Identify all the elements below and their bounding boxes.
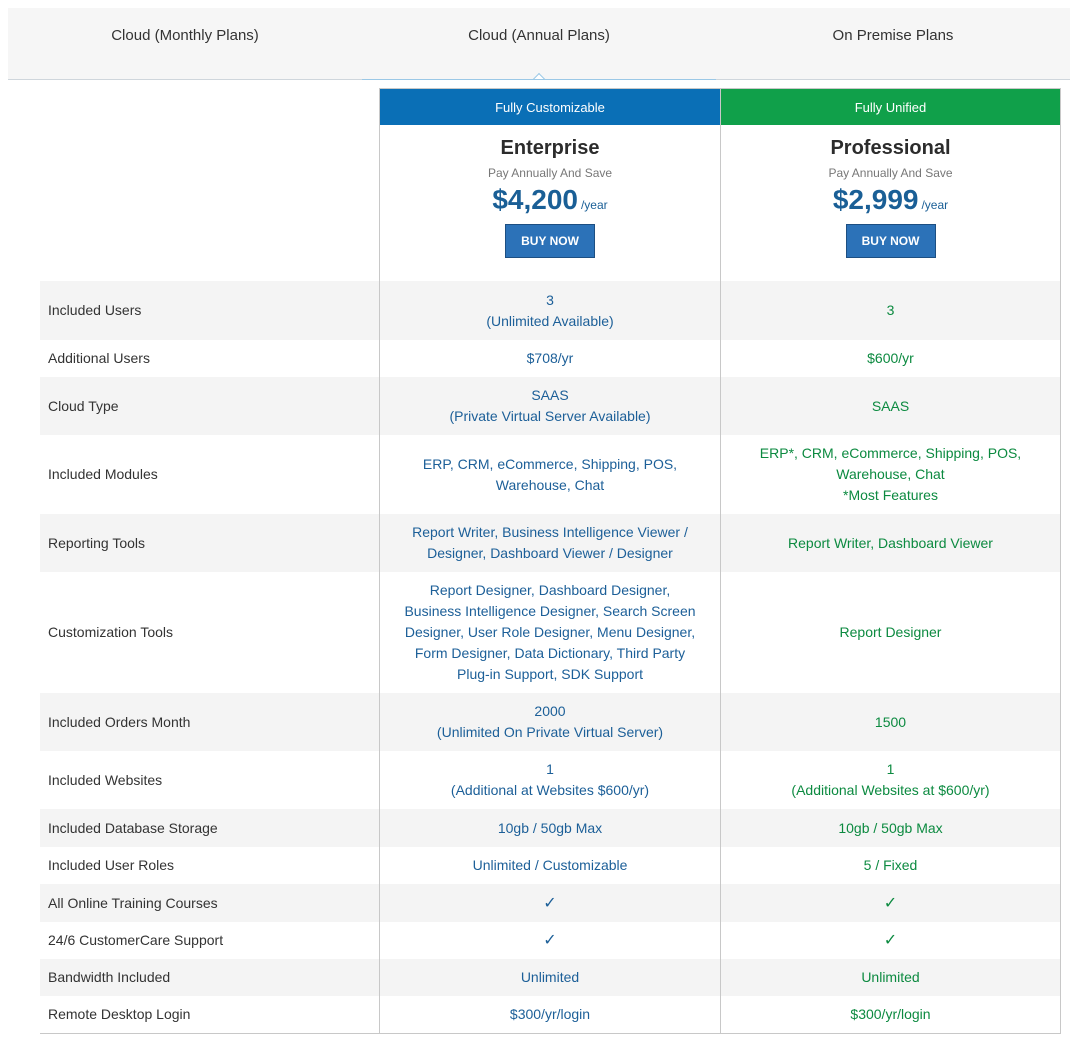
enterprise-price-amount: $4,200 [492,184,578,215]
value-line: Designer, User Role Designer, Menu Designer, [404,624,696,640]
value-line: Report Writer, Business Intelligence Viewer / [412,524,688,540]
value-line: Designer, Dashboard Viewer / Designer [427,545,673,561]
enterprise-value-lines [423,454,677,496]
value-line: SAAS [531,387,569,403]
enterprise-value-lines [451,759,649,801]
value-line: $300/yr/login [509,1006,591,1022]
table-row [40,847,1061,884]
value-line: Form Designer, Data Dictionary, Third Party [414,645,686,661]
table-row [40,514,1061,572]
professional-price [721,184,1060,216]
value-line: 2000 [534,703,566,719]
professional-value-lines [884,930,897,951]
professional-value [720,435,1061,514]
professional-value-lines [840,622,942,643]
value-line: Report Writer, Dashboard Viewer [788,534,993,551]
enterprise-value-lines [437,701,663,743]
enterprise-value-lines [412,522,688,564]
enterprise-value [379,996,720,1033]
feature-label: Additional Users [48,350,150,366]
enterprise-buy-now-button[interactable]: BUY NOW [505,224,595,258]
enterprise-value-lines [521,967,579,988]
professional-value-lines [872,396,909,417]
table-row [40,435,1061,514]
professional-value-lines [867,348,914,369]
value-line: 10gb / 50gb Max [497,819,603,836]
professional-value-lines [875,712,906,733]
value-line: (Additional Websites at $600/yr) [791,782,990,798]
table-row [40,281,1061,340]
feature-label: Included User Roles [48,857,175,873]
professional-value-lines [861,967,919,988]
feature-label: Included Modules [48,466,158,482]
plan-tabs [8,8,1070,80]
tab-label: Cloud (Monthly Plans) [111,27,259,44]
value-line: 1500 [874,713,907,730]
feature-label: All Online Training Courses [48,894,218,911]
professional-value-lines [788,533,993,554]
professional-value-lines [850,1004,930,1025]
enterprise-value-lines [510,1004,590,1025]
checkmark-icon: ✓ [543,932,557,949]
professional-plan-name: Professional [830,137,951,159]
tab-label: Cloud (Annual Plans) [468,27,610,44]
value-line: (Private Virtual Server Available) [449,408,651,424]
value-line: 1 [886,761,895,777]
professional-plan-subtitle: Pay Annually And Save [828,166,953,180]
table-row [40,996,1061,1033]
feature-label: Remote Desktop Login [48,1006,191,1022]
feature-label: Included Database Storage [48,819,218,836]
professional-value-lines [760,443,1021,506]
enterprise-plan-card [379,88,721,281]
professional-price-period: /year [921,198,949,212]
enterprise-value [379,959,720,996]
value-line: $600/yr [867,350,914,366]
value-line: Unlimited [520,969,580,985]
table-row [40,340,1061,377]
active-tab-caret-icon [532,72,546,80]
professional-value [720,340,1061,377]
value-line: (Unlimited On Private Virtual Server) [436,724,664,740]
value-line: 3 [886,302,895,318]
tab-label: On Premise Plans [832,27,954,44]
professional-value [720,922,1061,959]
enterprise-value-lines [486,290,613,332]
professional-buy-now-button[interactable]: BUY NOW [846,224,936,258]
enterprise-value [379,377,720,435]
enterprise-plan-name: Enterprise [500,137,600,159]
value-line: $300/yr/login [850,1006,931,1022]
value-line: ERP*, CRM, eCommerce, Shipping, POS, [759,445,1022,461]
enterprise-price [380,184,720,216]
enterprise-value-lines [449,385,650,427]
enterprise-plan-subtitle: Pay Annually And Save [487,166,613,180]
value-line: 1 [546,761,554,777]
table-row [40,751,1061,809]
enterprise-ribbon: Fully Customizable [380,89,720,125]
table-row [40,572,1061,693]
value-line: *Most Features [843,487,938,503]
table-row [40,884,1061,922]
checkmark-icon: ✓ [883,932,898,949]
feature-label: 24/6 CustomerCare Support [48,932,224,948]
professional-value [720,572,1061,693]
checkmark-icon: ✓ [883,894,898,912]
feature-comparison-table [40,281,1061,1034]
value-line: Plug-in Support, SDK Support [457,666,643,682]
enterprise-value [379,514,720,572]
table-row [40,809,1061,847]
enterprise-value [379,340,720,377]
tab-cloud-annual[interactable] [362,8,716,79]
table-row [40,959,1061,996]
value-line: SAAS [871,397,910,414]
professional-value [720,751,1061,809]
feature-label: Included Users [48,302,142,318]
professional-value [720,809,1061,847]
table-row [40,922,1061,959]
professional-value-lines [887,300,895,321]
professional-value [720,847,1061,884]
value-line: Warehouse, Chat [836,466,945,482]
feature-label: Customization Tools [48,624,174,640]
value-line: 3 [546,291,554,308]
enterprise-value [379,809,720,847]
professional-value-lines [884,893,897,914]
value-line: Business Intelligence Designer, Search Screen [404,603,696,619]
enterprise-value [379,847,720,884]
value-line: (Unlimited Available) [486,312,614,329]
value-line: (Additional at Websites $600/yr) [450,782,650,798]
value-line: Unlimited / Customizable [472,857,628,873]
enterprise-value-lines [543,893,556,914]
tab-on-premise[interactable] [716,8,1070,79]
tab-cloud-monthly[interactable] [8,8,362,79]
enterprise-value [379,693,720,751]
professional-plan-card [720,88,1061,281]
professional-price-amount: $2,999 [832,184,919,215]
value-line: Report Designer, Dashboard Designer, [429,582,671,598]
feature-label: Reporting Tools [48,534,146,551]
value-line: 10gb / 50gb Max [838,819,943,836]
value-line: Unlimited [861,969,920,985]
enterprise-value [379,751,720,809]
professional-ribbon: Fully Unified [721,89,1060,125]
enterprise-value-lines [498,818,602,839]
enterprise-price-period: /year [580,198,608,212]
value-line: ERP, CRM, eCommerce, Shipping, POS, [422,455,678,472]
professional-value-lines [838,818,942,839]
feature-label: Included Orders Month [48,713,191,730]
professional-value-lines [791,759,989,801]
checkmark-icon: ✓ [543,894,557,912]
professional-value [720,281,1061,340]
professional-value [720,377,1061,435]
feature-label: Included Websites [48,771,163,788]
value-line: Report Designer [839,624,942,640]
professional-value [720,514,1061,572]
professional-value [720,959,1061,996]
enterprise-value [379,572,720,693]
enterprise-value-lines [473,855,628,876]
enterprise-value [379,884,720,922]
professional-value [720,693,1061,751]
enterprise-value-lines [404,580,695,685]
enterprise-value-lines [527,348,574,369]
professional-value [720,996,1061,1033]
table-row [40,377,1061,435]
professional-value-lines [864,855,918,876]
enterprise-value-lines [543,930,556,951]
feature-label: Bandwidth Included [48,969,171,985]
enterprise-value [379,922,720,959]
enterprise-value [379,281,720,340]
value-line: 5 / Fixed [863,857,918,873]
value-line: Warehouse, Chat [495,476,605,493]
feature-label: Cloud Type [48,397,119,414]
professional-value [720,884,1061,922]
enterprise-value [379,435,720,514]
table-row [40,693,1061,751]
value-line: $708/yr [526,350,574,366]
